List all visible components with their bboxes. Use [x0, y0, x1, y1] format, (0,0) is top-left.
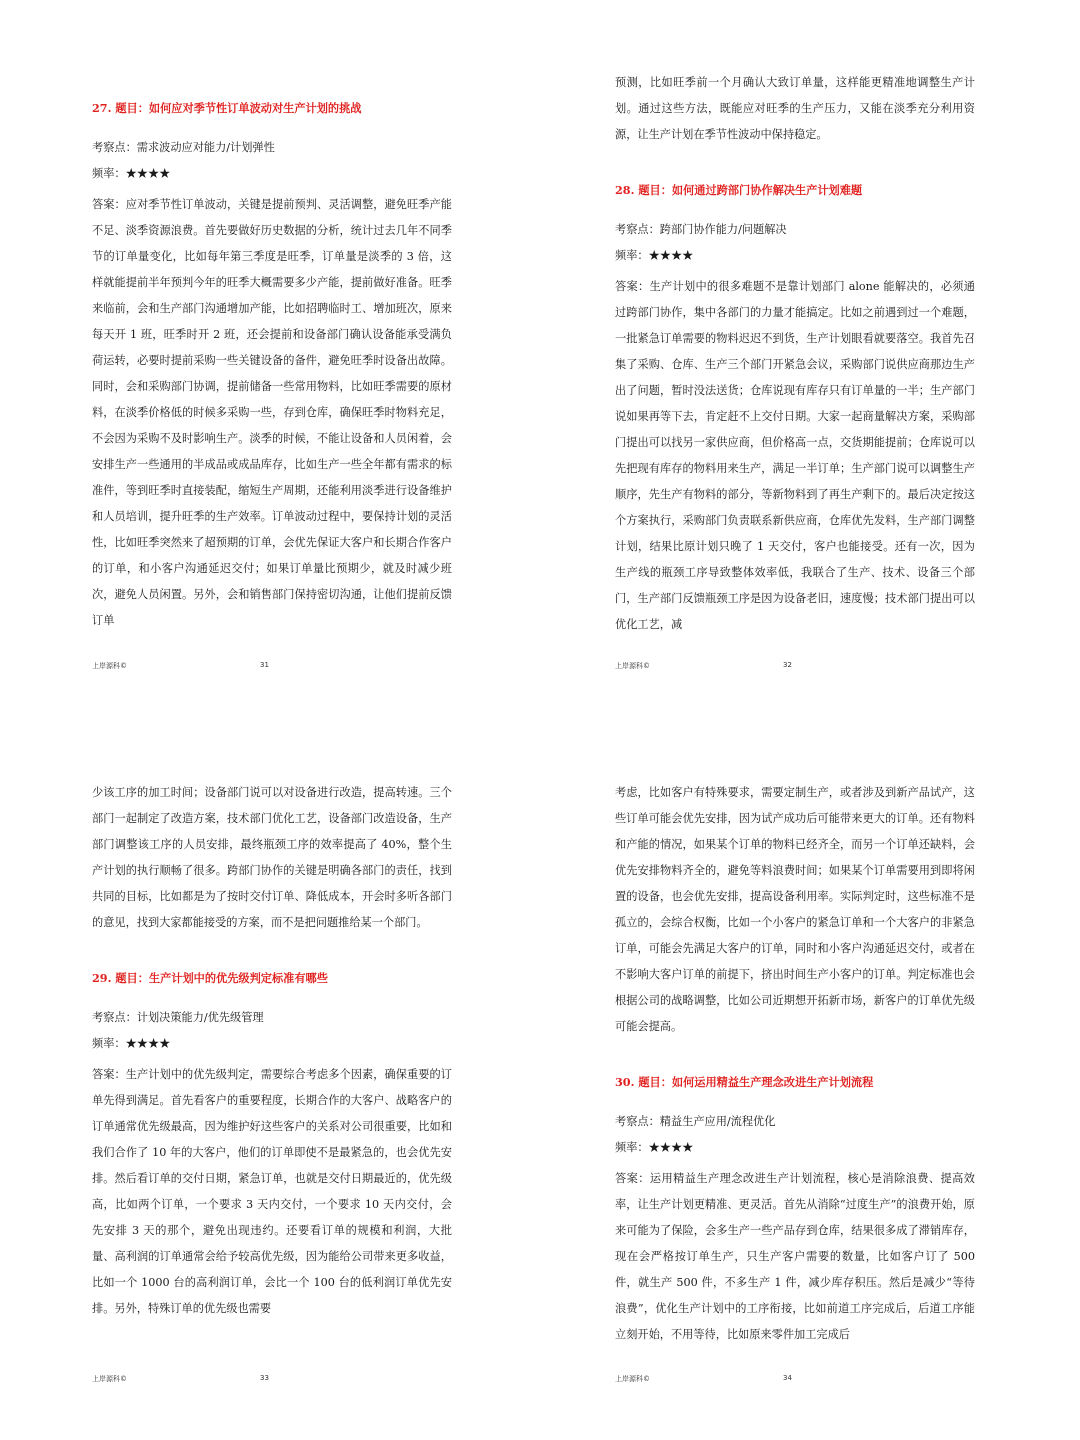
question-heading: 30. 题目：如何运用精益生产理念改进生产计划流程 — [615, 1075, 874, 1089]
continued-text: 预测，比如旺季前一个月确认大致订单量，这样能更精准地调整生产计划。通过这些方法，既能应对旺季的生产压力，又能在淡季充分利用资源，让生产计划在季节性波动中保持稳定。 — [615, 76, 975, 141]
topic-line: 考察点：精益生产应用/流程优化 — [615, 1115, 776, 1128]
footer-source: 上岸源科© — [615, 1375, 650, 1383]
continued-text: 考虑，比如客户有特殊要求，需要定制生产，或者涉及到新产品试产，这些订单可能会优先安排，因为试产成功后可能带来更大的订单。还有物料和产能的情况，如果某个订单的物料已经齐全，而另一个订单还缺料，会优先安排物料齐全的，避免等料浪费时间；如果某个订单需要用到即将闲置的设备，也会优先安排，提高设备利用率。实际判定时，这些标准不是孤立的，会综合权衡，比如一个小客户的紧急订单和一个大客户的非紧急订单，可能会先满足大客户的订单，同时和小客户沟通延迟交付，或者在不影响大客户订单的前提下，挤出时间生产小客户的订单。判定标准也会根据公司的战略调整，比如公司近期想开拓新市场，新客户的订单优先级可能会提高。 — [615, 786, 975, 1033]
answer-text: 答案：生产计划中的优先级判定，需要综合考虑多个因素，确保重要的订单先得到满足。首先看客户的重要程度，长期合作的大客户、战略客户的订单通常优先级最高，因为维护好这些客户的关系对公司很重要，比如和我们合作了 10 年的大客户，他们的订单即使不是最紧急的，也会优先安排。然后看订单的交付日期，紧急订单，也就是交付日期最近的，优先级高，比如两个订单，一个要求 3 天内交付，一个要求 10 天内交付，会先安排 3 天的那个，避免出现违约。还要看订单的规模和利润，大批量、高利润的订单通常会给予较高优先级，因为能给公司带来更多收益，比如一个 1000 台的高利润订单，会比一个 100 台的低利润订单优先安排。另外，特殊订单的优先级也需要 — [92, 1068, 452, 1315]
footer-source: 上岸源科© — [92, 662, 127, 670]
page-34 — [615, 780, 975, 1348]
question-heading: 27. 题目：如何应对季节性订单波动对生产计划的挑战 — [92, 101, 362, 115]
footer-source: 上岸源科© — [92, 1375, 127, 1383]
page-number: 32 — [783, 661, 792, 669]
rating-line: 频率：★★★★ — [92, 167, 171, 180]
question-heading: 29. 题目：生产计划中的优先级判定标准有哪些 — [92, 971, 328, 985]
answer-text: 答案：应对季节性订单波动，关键是提前预判、灵活调整，避免旺季产能不足、淡季资源浪费。首先要做好历史数据的分析，统计过去几年不同季节的订单量变化，比如每年第三季度是旺季，订单量是淡季的 3 倍，这样就能提前半年预判今年的旺季大概需要多少产能，提前做好准备。旺季来临前，会和生产部门沟通增加产能，比如招聘临时工、增加班次，原来每天开 1 班，旺季时开 2 班，还会提前和设备部门确认设备能承受满负荷运转，必要时提前采购一些关键设备的备件，避免旺季时设备出故障。同时，会和采购部门协调，提前储备一些常用物料，比如旺季需要的原材料，在淡季价格低的时候多采购一些，存到仓库，确保旺季时物料充足，不会因为采购不及时影响生产。淡季的时候，不能让设备和人员闲着，会安排生产一些通用的半成品或成品库存，比如生产一些全年都有需求的标准件，等到旺季时直接装配，缩短生产周期，还能利用淡季进行设备维护和人员培训，提升旺季的生产效率。订单波动过程中，要保持计划的灵活性，比如旺季突然来了超预期的订单，会优先保证大客户和长期合作客户的订单，和小客户沟通延迟交付；如果订单量比预期少，就及时减少班次，避免人员闲置。另外，会和销售部门保持密切沟通，让他们提前反馈订单 — [92, 198, 452, 627]
page-number: 33 — [260, 1374, 269, 1382]
rating-line: 频率：★★★★ — [615, 1141, 694, 1154]
page-number: 34 — [783, 1374, 792, 1382]
rating-line: 频率：★★★★ — [615, 249, 694, 262]
page-32 — [615, 70, 975, 638]
footer-source: 上岸源科© — [615, 662, 650, 670]
page-number: 31 — [260, 661, 269, 669]
topic-line: 考察点：计划决策能力/优先级管理 — [92, 1011, 264, 1024]
answer-text: 答案：生产计划中的很多难题不是靠计划部门 alone 能解决的，必须通过跨部门协作，集中各部门的力量才能搞定。比如之前遇到过一个难题，一批紧急订单需要的物料迟迟不到货，生产计划眼看就要落空。我首先召集了采购、仓库、生产三个部门开紧急会议，采购部门说供应商那边生产出了问题，暂时没法送货；仓库说现有库存只有订单量的一半；生产部门说如果再等下去，肯定赶不上交付日期。大家一起商量解决方案，采购部门提出可以找另一家供应商，但价格高一点，交货期能提前；仓库说可以先把现有库存的物料用来生产，满足一半订单；生产部门说可以调整生产顺序，先生产有物料的部分，等新物料到了再生产剩下的。最后决定按这个方案执行，采购部门负责联系新供应商，仓库优先发料，生产部门调整计划，结果比原计划只晚了 1 天交付，客户也能接受。还有一次，因为生产线的瓶颈工序导致整体效率低，我联合了生产、技术、设备三个部门，生产部门反馈瓶颈工序是因为设备老旧，速度慢；技术部门提出可以优化工艺，减 — [615, 280, 975, 631]
question-heading: 28. 题目：如何通过跨部门协作解决生产计划难题 — [615, 183, 863, 197]
rating-line: 频率：★★★★ — [92, 1037, 171, 1050]
answer-text: 答案：运用精益生产理念改进生产计划流程，核心是消除浪费、提高效率，让生产计划更精准、更灵活。首先从消除“过度生产”的浪费开始，原来可能为了保险，会多生产一些产品存到仓库，结果很多成了滞销库存，现在会严格按订单生产，只生产客户需要的数量，比如客户订了 500 件，就生产 500 件，不多生产 1 件，减少库存积压。然后是减少“等待浪费”，优化生产计划中的工序衔接，比如前道工序完成后，后道工序能立刻开始，不用等待，比如原来零件加工完成后 — [615, 1172, 975, 1341]
page-33 — [92, 780, 452, 1322]
topic-line: 考察点：跨部门协作能力/问题解决 — [615, 223, 787, 236]
page-31 — [92, 100, 452, 634]
topic-line: 考察点：需求波动应对能力/计划弹性 — [92, 141, 275, 154]
continued-text: 少该工序的加工时间；设备部门说可以对设备进行改造，提高转速。三个部门一起制定了改造方案，技术部门优化工艺，设备部门改造设备，生产部门调整该工序的人员安排，最终瓶颈工序的效率提高了 40%，整个生产计划的执行顺畅了很多。跨部门协作的关键是明确各部门的责任，找到共同的目标，比如都是为了按时交付订单、降低成本，开会时多听各部门的意见，找到大家都能接受的方案，而不是把问题推给某一个部门。 — [92, 786, 452, 929]
